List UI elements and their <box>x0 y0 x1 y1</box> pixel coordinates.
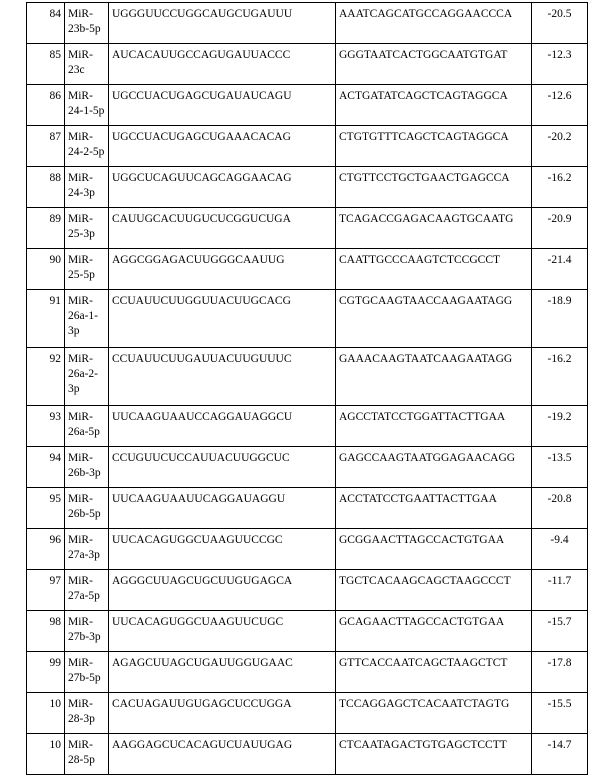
table-row <box>27 406 588 447</box>
table-row <box>27 3 588 44</box>
mirna-name: MiR- 26b-5p <box>65 488 109 529</box>
energy-value: -11.7 <box>532 570 588 611</box>
mirna-name: MiR- 27b-3p <box>65 611 109 652</box>
complement-sequence: GAAACAAGTAATCAAGAATAGG <box>336 348 532 406</box>
row-number: 91 <box>27 290 65 348</box>
energy-value: -20.2 <box>532 126 588 167</box>
mirna-sequence: CACUAGAUUGUGAGCUCCUGGA <box>109 693 336 734</box>
mirna-name: MiR- 25-3p <box>65 208 109 249</box>
mirna-name: MiR- 26a-5p <box>65 406 109 447</box>
mirna-name: MiR- 26a-1- 3p <box>65 290 109 348</box>
mirna-sequence: UUCAAGUAAUUCAGGAUAGGU <box>109 488 336 529</box>
table-row <box>27 488 588 529</box>
row-number: 89 <box>27 208 65 249</box>
table-row <box>27 693 588 734</box>
mirna-name: MiR- 26a-2- 3p <box>65 348 109 406</box>
mirna-name: MiR- 26b-3p <box>65 447 109 488</box>
complement-sequence: CTGTGTTTCAGCTCAGTAGGCA <box>336 126 532 167</box>
mirna-sequence: UUCACAGUGGCUAAGUUCCGC <box>109 529 336 570</box>
energy-value: -12.3 <box>532 44 588 85</box>
complement-sequence: GGGTAATCACTGGCAATGTGAT <box>336 44 532 85</box>
mirna-name: MiR- 24-1-5p <box>65 85 109 126</box>
energy-value: -17.8 <box>532 652 588 693</box>
mirna-name: MiR- 27a-3p <box>65 529 109 570</box>
mirna-sequence: UGCCUACUGAGCUGAUAUCAGU <box>109 85 336 126</box>
table-row <box>27 208 588 249</box>
complement-sequence: CTGTTCCTGCTGAACTGAGCCA <box>336 167 532 208</box>
row-number: 87 <box>27 126 65 167</box>
mirna-sequence: UGGGUUCCUGGCAUGCUGAUUU <box>109 3 336 44</box>
table-row <box>27 249 588 290</box>
complement-sequence: GCAGAACTTAGCCACTGTGAA <box>336 611 532 652</box>
mirna-name: MiR- 23b-5p <box>65 3 109 44</box>
mirna-sequence: CAUUGCACUUGUCUCGGUCUGA <box>109 208 336 249</box>
mirna-sequence: AAGGAGCUCACAGUCUAUUGAG <box>109 734 336 775</box>
complement-sequence: CGTGCAAGTAACCAAGAATAGG <box>336 290 532 348</box>
energy-value: -16.2 <box>532 348 588 406</box>
table-row <box>27 44 588 85</box>
table-row <box>27 611 588 652</box>
mirna-sequence: AGGCGGAGACUUGGGCAAUUG <box>109 249 336 290</box>
energy-value: -12.6 <box>532 85 588 126</box>
mirna-table <box>26 2 588 775</box>
complement-sequence: CAATTGCCCAAGTCTCCGCCT <box>336 249 532 290</box>
table-row <box>27 348 588 406</box>
mirna-sequence: CCUAUUCUUGAUUACUUGUUUC <box>109 348 336 406</box>
row-number: 10 <box>27 734 65 775</box>
complement-sequence: CTCAATAGACTGTGAGCTCCTT <box>336 734 532 775</box>
energy-value: -20.8 <box>532 488 588 529</box>
row-number: 99 <box>27 652 65 693</box>
table-row <box>27 126 588 167</box>
energy-value: -20.9 <box>532 208 588 249</box>
energy-value: -13.5 <box>532 447 588 488</box>
row-number: 88 <box>27 167 65 208</box>
row-number: 85 <box>27 44 65 85</box>
energy-value: -16.2 <box>532 167 588 208</box>
complement-sequence: GAGCCAAGTAATGGAGAACAGG <box>336 447 532 488</box>
energy-value: -19.2 <box>532 406 588 447</box>
complement-sequence: AGCCTATCCTGGATTACTTGAA <box>336 406 532 447</box>
mirna-sequence: UUCAAGUAAUCCAGGAUAGGCU <box>109 406 336 447</box>
mirna-sequence: AGAGCUUAGCUGAUUGGUGAAC <box>109 652 336 693</box>
mirna-name: MiR- 24-3p <box>65 167 109 208</box>
row-number: 84 <box>27 3 65 44</box>
mirna-sequence: AGGGCUUAGCUGCUUGUGAGCA <box>109 570 336 611</box>
mirna-name: MiR- 28-5p <box>65 734 109 775</box>
mirna-name: MiR- 24-2-5p <box>65 126 109 167</box>
complement-sequence: TGCTCACAAGCAGCTAAGCCCT <box>336 570 532 611</box>
table-row <box>27 447 588 488</box>
table-row <box>27 529 588 570</box>
mirna-sequence: UGCCUACUGAGCUGAAACACAG <box>109 126 336 167</box>
table-row <box>27 290 588 348</box>
energy-value: -15.5 <box>532 693 588 734</box>
mirna-name: MiR- 25-5p <box>65 249 109 290</box>
energy-value: -14.7 <box>532 734 588 775</box>
energy-value: -21.4 <box>532 249 588 290</box>
row-number: 97 <box>27 570 65 611</box>
row-number: 95 <box>27 488 65 529</box>
row-number: 93 <box>27 406 65 447</box>
mirna-name: MiR- 27a-5p <box>65 570 109 611</box>
row-number: 86 <box>27 85 65 126</box>
table-row <box>27 570 588 611</box>
row-number: 94 <box>27 447 65 488</box>
table-row <box>27 652 588 693</box>
complement-sequence: ACTGATATCAGCTCAGTAGGCA <box>336 85 532 126</box>
complement-sequence: TCCAGGAGCTCACAATCTAGTG <box>336 693 532 734</box>
mirna-sequence: AUCACAUUGCCAGUGAUUACCC <box>109 44 336 85</box>
mirna-sequence: CCUAUUCUUGGUUACUUGCACG <box>109 290 336 348</box>
row-number: 92 <box>27 348 65 406</box>
row-number: 96 <box>27 529 65 570</box>
row-number: 10 <box>27 693 65 734</box>
complement-sequence: ACCTATCCTGAATTACTTGAA <box>336 488 532 529</box>
table-row <box>27 167 588 208</box>
mirna-sequence: UUCACAGUGGCUAAGUUCUGC <box>109 611 336 652</box>
row-number: 98 <box>27 611 65 652</box>
mirna-sequence: CCUGUUCUCCAUUACUUGGCUC <box>109 447 336 488</box>
energy-value: -9.4 <box>532 529 588 570</box>
complement-sequence: TCAGACCGAGACAAGTGCAATG <box>336 208 532 249</box>
table-row <box>27 85 588 126</box>
mirna-name: MiR- 27b-5p <box>65 652 109 693</box>
row-number: 90 <box>27 249 65 290</box>
table-row <box>27 734 588 775</box>
mirna-name: MiR- 28-3p <box>65 693 109 734</box>
energy-value: -20.5 <box>532 3 588 44</box>
mirna-sequence: UGGCUCAGUUCAGCAGGAACAG <box>109 167 336 208</box>
complement-sequence: GCGGAACTTAGCCACTGTGAA <box>336 529 532 570</box>
energy-value: -15.7 <box>532 611 588 652</box>
complement-sequence: GTTCACCAATCAGCTAAGCTCT <box>336 652 532 693</box>
complement-sequence: AAATCAGCATGCCAGGAACCCA <box>336 3 532 44</box>
mirna-name: MiR- 23c <box>65 44 109 85</box>
energy-value: -18.9 <box>532 290 588 348</box>
